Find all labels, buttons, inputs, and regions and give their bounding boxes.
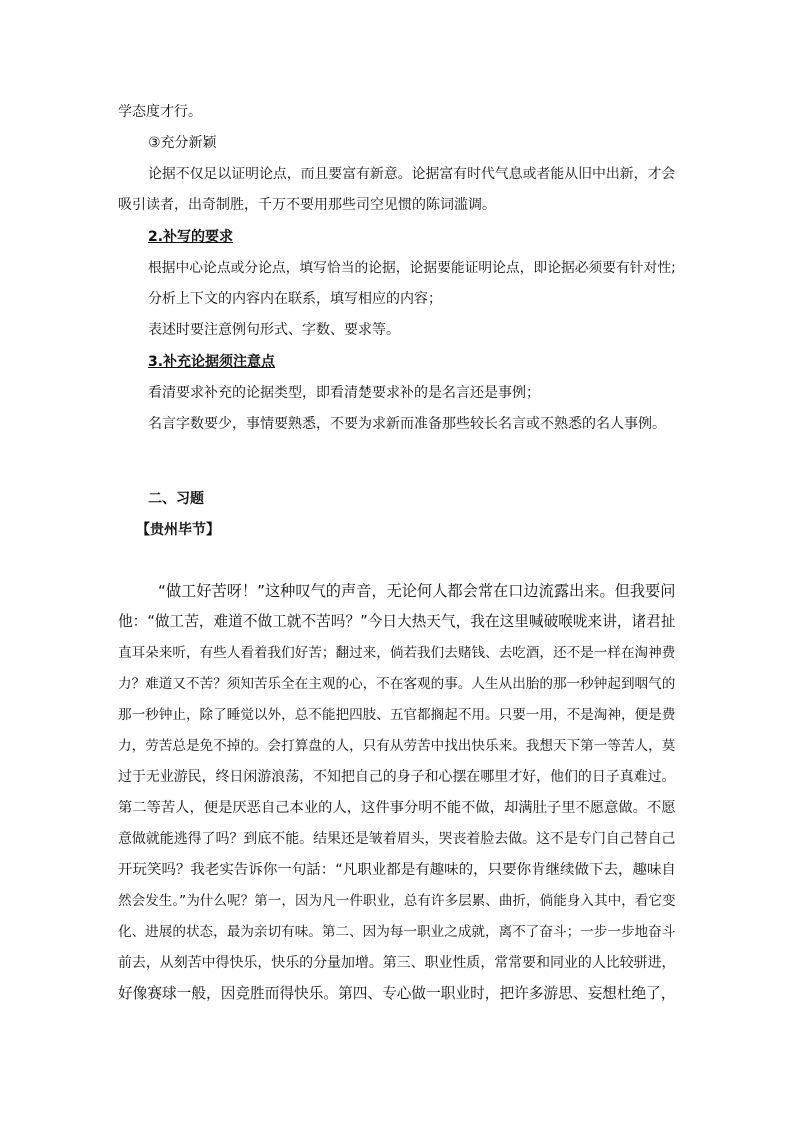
passage-line: 力？难道又不苦？须知苦乐全在主观的心，不在客观的事。人生从出胎的那一秒钟起到咽气的 [118,676,676,692]
continued-text-line: 学态度才行。 [118,104,202,120]
passage-line: 他：“做工苦，难道不做工就不苦吗？”今日大热天气，我在这里喊破喉咙来讲，诸君扯 [118,613,676,630]
passage-line: 开玩笑吗？我老实告诉你一句話：“凡职业都是有趣味的，只要你肯继续做下去，趣味自 [118,862,676,878]
passage-line: “做工好苦呀！”这种叹气的声音，无论何人都会常在口边流露出来。但我要问 [158,582,676,600]
heading-evidence-notes: 3.补充论据须注意点 [148,354,276,370]
item-title-novelty: ③充分新颖 [148,135,217,151]
note-line: 名言字数要少，事情要熟悉，不要为求新而准备那些较长名言或不熟悉的名人事例。 [148,416,666,432]
passage-line: 那一秒钟止，除了睡觉以外，总不能把四肢、五官都搁起不用。只要一用，不是淘神，便是费 [118,707,676,723]
source-label: 【贵州毕节】 [136,522,220,538]
passage-line: 直耳朵来听，有些人看着我们好苦；翻过来，倘若我们去赌钱、去吃酒，还不是一样在淘神费 [118,645,676,661]
requirement-line: 表述时要注意例句形式、字数、要求等。 [148,322,400,338]
requirement-line: 根据中心论点或分论点，填写恰当的论据，论据要能证明论点，即论据必须要有针对性; [148,260,676,276]
passage-line: 前去，从刻苦中得快乐，快乐的分量加增。第三、职业性质，常常要和同业的人比较骈进， [118,955,676,971]
heading-supplement-requirements: 2.补写的要求 [148,229,234,245]
requirement-line: 分析上下文的内容内在联系，填写相应的内容； [148,291,442,307]
passage-line: 第二等苦人，便是厌恶自己本业的人，这件事分明不能不做，却满肚子里不愿意做。不愿 [118,800,676,816]
passage-line: 过于无业游民，终日闲游浪荡，不知把自己的身子和心摆在哪里才好，他们的日子真难过。 [118,769,676,785]
note-line: 看清要求补充的论据类型，即看清楚要求补的是名言还是事例； [148,385,540,401]
passage-line: 化、进展的状态，最为亲切有味。第二、因为每一职业之成就，离不了奋斗；一步一步地奋斗 [118,924,676,940]
passage-line: 然会发生。”为什么呢？第一，因为凡一件职业，总有许多层累、曲折，倘能身入其中，看它变 [118,893,676,909]
passage-line: 力，劳苦总是免不掉的。会打算盘的人，只有从劳苦中找出快乐来。我想天下第一等苦人，莫 [118,738,676,754]
section-title-exercises: 二、习题 [148,491,204,507]
paragraph-line: 论据不仅足以证明论点，而且要富有新意。论据富有时代气息或者能从旧中出新，才会 [148,166,676,182]
passage-line: 意做就能逃得了吗？到底不能。结果还是皱着眉头，哭丧着脸去做。这不是专门自己替自己 [118,831,676,847]
passage-line: 好像赛球一般，因竞胜而得快乐。第四、专心做一职业时，把许多游思、妄想杜绝了， [118,985,676,1002]
paragraph-line: 吸引读者，出奇制胜，千万不要用那些司空见惯的陈词滥调。 [118,197,496,213]
